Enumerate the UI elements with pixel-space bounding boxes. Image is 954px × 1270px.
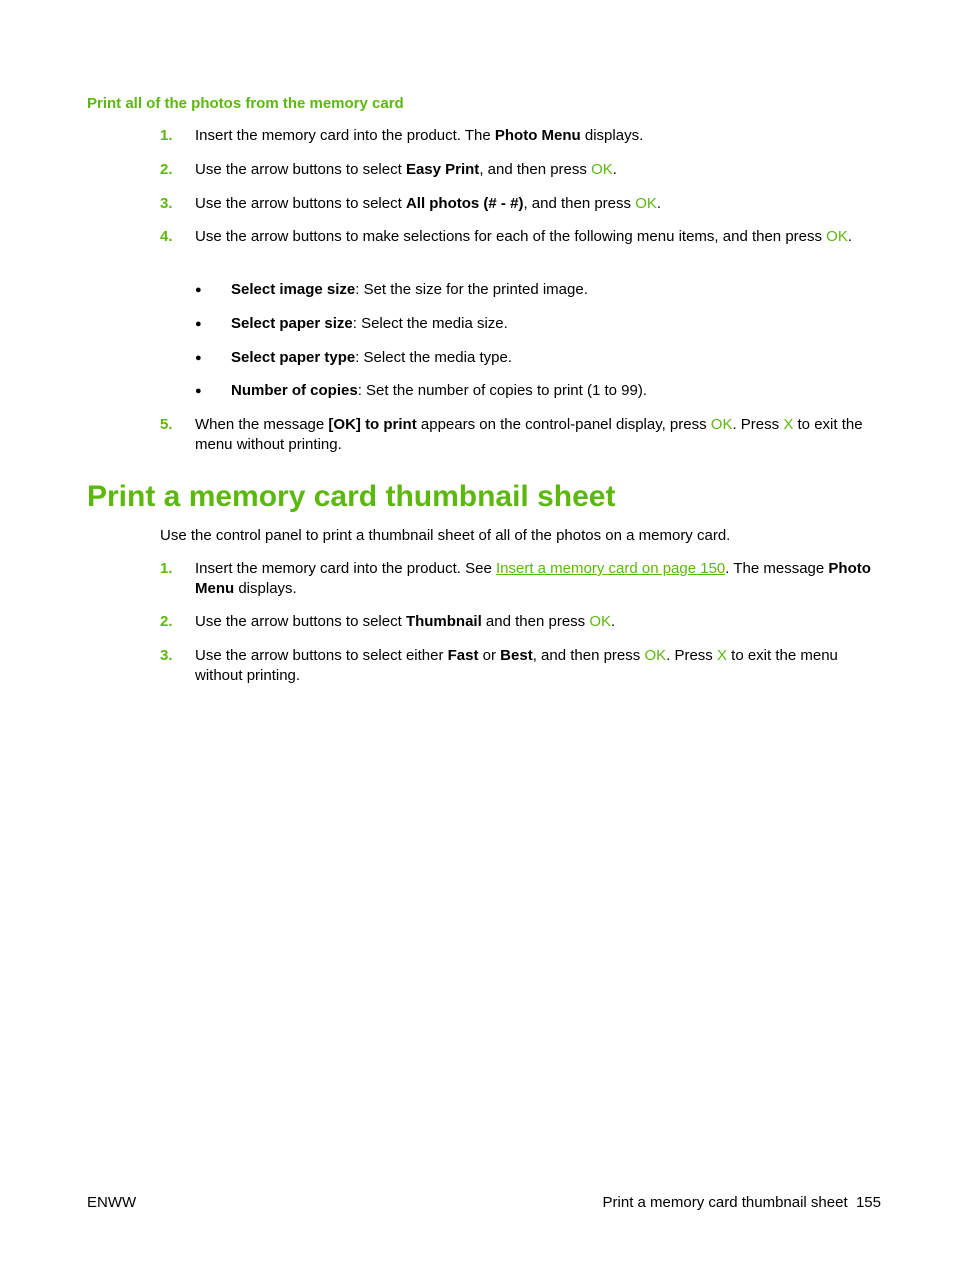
step-number: 2.	[160, 161, 173, 178]
step-number: 4.	[160, 228, 173, 245]
section-subheading: Print all of the photos from the memory card	[87, 95, 404, 112]
bullet-icon: ●	[195, 284, 202, 296]
ok-button-ref: OK	[635, 195, 657, 212]
footer-title: Print a memory card thumbnail sheet	[602, 1194, 848, 1211]
step-number: 3.	[160, 647, 173, 664]
insert-card-link[interactable]: Insert a memory card on page 150	[495, 560, 726, 577]
step-number: 2.	[160, 613, 173, 630]
step-text: Use the arrow buttons to select Thumbnail and then press OK.	[195, 613, 616, 630]
step-text: When the message [OK] to print appears on the control-panel display, press OK. Press X to exit the menu without printing.	[195, 416, 863, 453]
page-number: 155	[855, 1194, 881, 1211]
ok-button-ref: OK	[591, 161, 613, 178]
x-button-ref: X	[716, 647, 727, 664]
ok-button-ref: OK	[589, 613, 612, 630]
bullet-text: Select image size: Set the size for the printed image.	[231, 281, 588, 298]
ok-button-ref: OK	[826, 228, 848, 245]
bullet-icon: ●	[195, 318, 202, 330]
step-number: 5.	[160, 416, 173, 433]
step-text: Use the arrow buttons to select Easy Print, and then press OK.	[195, 161, 617, 178]
ok-button-ref: OK	[644, 647, 667, 664]
step-text: Use the arrow buttons to select either Fast or Best, and then press OK. Press X to exit the menu without printing.	[195, 647, 838, 684]
step-number: 1.	[160, 560, 173, 577]
step-text: Insert the memory card into the product. The Photo Menu displays.	[195, 127, 644, 144]
step-text: Insert the memory card into the product. See Insert a memory card on page 150. The message Photo Menu displays.	[195, 560, 871, 597]
bullet-text: Number of copies: Set the number of copies to print (1 to 99).	[231, 382, 648, 399]
x-button-ref: X	[783, 416, 794, 433]
bullet-text: Select paper size: Select the media size.	[231, 315, 508, 332]
bullet-icon: ●	[195, 352, 202, 364]
step-text: Use the arrow buttons to select All photos (# - #), and then press OK.	[195, 195, 662, 212]
bullet-text: Select paper type: Select the media type.	[231, 349, 512, 366]
step-text: Use the arrow buttons to make selections for each of the following menu items, and then press OK.	[195, 228, 853, 245]
ok-button-ref: OK	[710, 416, 733, 433]
step-number: 1.	[160, 127, 173, 144]
page-title: Print a memory card thumbnail sheet	[87, 480, 616, 513]
footer-page-info	[603, 1193, 881, 1213]
bullet-icon: ●	[195, 385, 202, 397]
intro-paragraph: Use the control panel to print a thumbnail sheet of all of the photos on a memory card.	[160, 527, 731, 544]
footer-label: ENWW	[87, 1194, 137, 1211]
step-number: 3.	[160, 195, 173, 212]
